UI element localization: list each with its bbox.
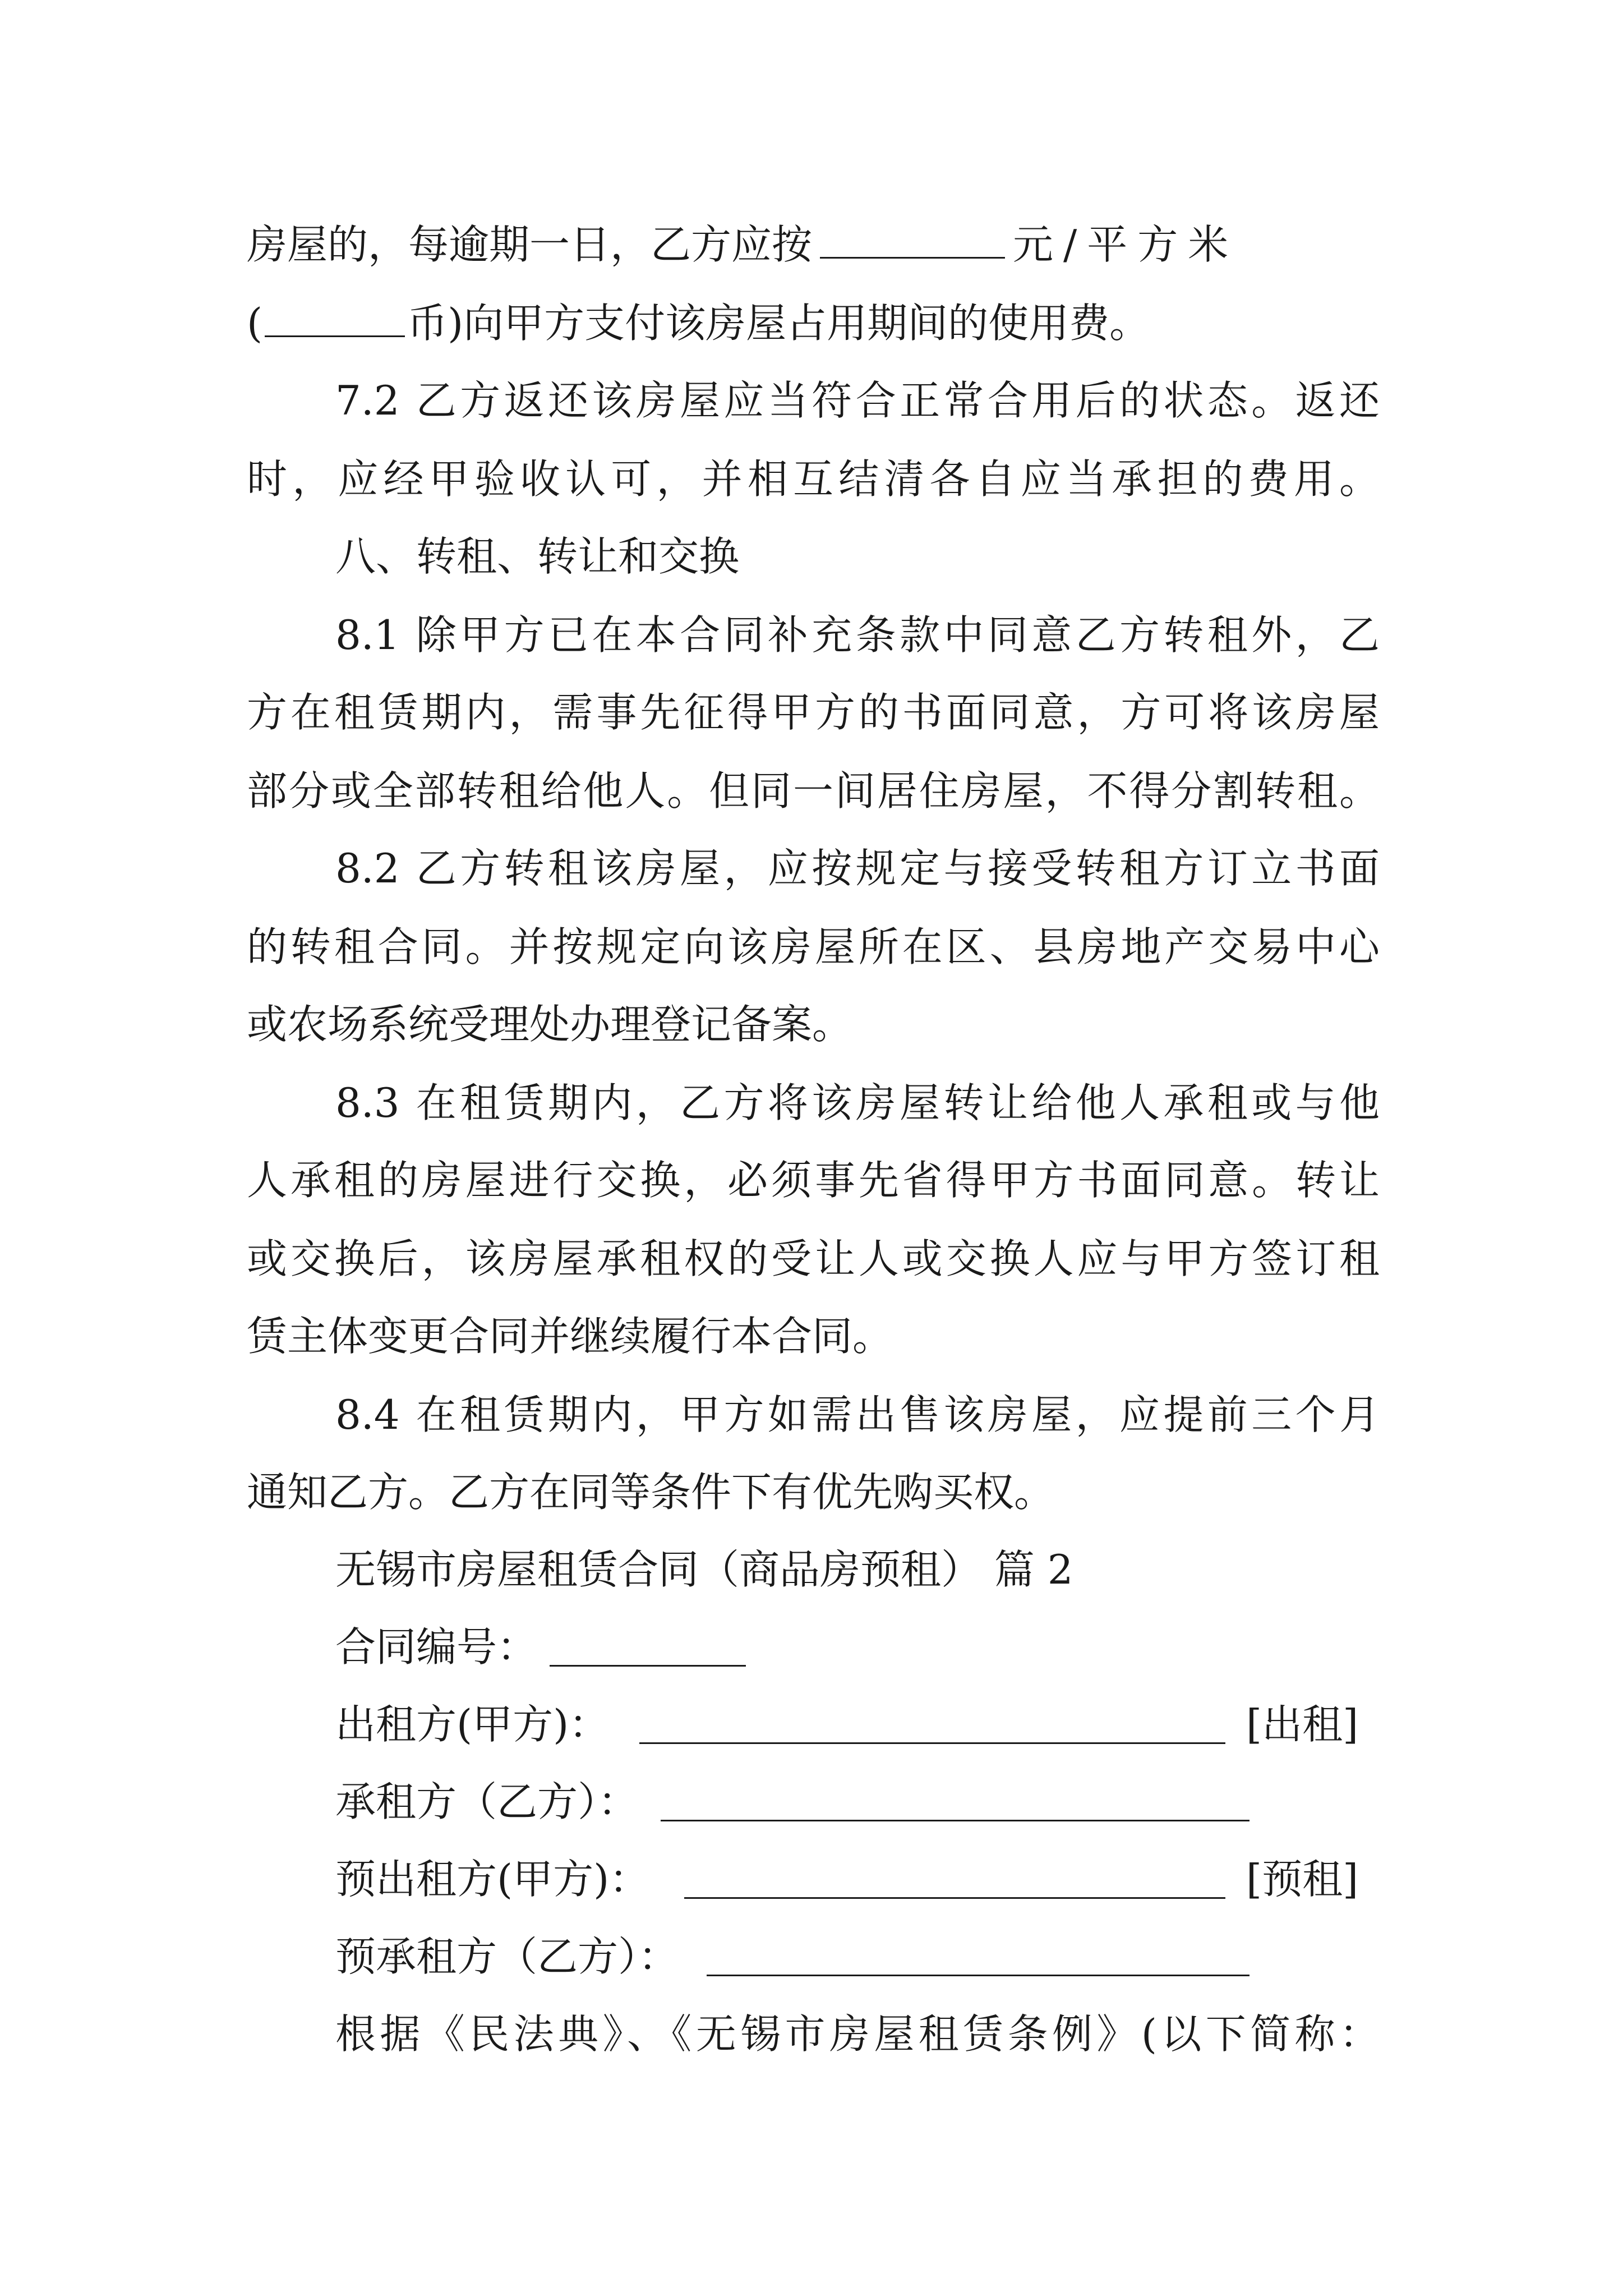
pre-lessee-label: 预承租方（乙方）： bbox=[335, 1933, 679, 1980]
paragraph-line: 赁主体变更合同并继续履行本合同。 bbox=[247, 1313, 893, 1360]
paragraph-line: 时，应经甲验收认可，并相互结清各自应当承担的费用。 bbox=[247, 455, 1380, 503]
paragraph-line: 8.1 除甲方已在本合同补充条款中同意乙方转租外，乙 bbox=[335, 611, 1380, 659]
paragraph-line: 8.4 在租赁期内，甲方如需出售该房屋，应提前三个月 bbox=[335, 1391, 1380, 1438]
paragraph-line: 8.2 乙方转租该房屋，应按规定与接受转租方订立书面 bbox=[335, 845, 1380, 892]
text-fragment: 元/平方米 bbox=[1013, 221, 1239, 268]
paragraph-line: 8.3 在租赁期内，乙方将该房屋转让给他人承租或与他 bbox=[335, 1079, 1380, 1126]
fill-in-blank bbox=[820, 217, 1005, 259]
text-fragment: ( bbox=[247, 300, 263, 347]
section-heading: 八、转租、转让和交换 bbox=[335, 533, 740, 580]
lessee-blank bbox=[661, 1820, 1249, 1821]
lessee-label: 承租方（乙方）： bbox=[335, 1778, 639, 1825]
paragraph-line: 或交换后，该房屋承租权的受让人或交换人应与甲方签订租 bbox=[247, 1235, 1380, 1282]
pre-lease-type-tag: [预租] bbox=[1246, 1856, 1359, 1903]
paragraph-line: 通知乙方。乙方在同等条件下有优先购买权。 bbox=[247, 1469, 1055, 1516]
paragraph-line: 根据《民法典》、《无锡市房屋租赁条例》(以下简称： bbox=[335, 2010, 1380, 2058]
paragraph-line: 或农场系统受理处办理登记备案。 bbox=[247, 1001, 853, 1048]
paragraph-line: 方在租赁期内，需事先征得甲方的书面同意，方可将该房屋 bbox=[247, 689, 1380, 736]
fill-in-blank bbox=[265, 295, 405, 337]
pre-lessor-label: 预出租方(甲方)： bbox=[335, 1856, 650, 1903]
pre-lessor-blank bbox=[684, 1897, 1225, 1899]
text-line bbox=[247, 284, 1380, 362]
lessor-blank bbox=[639, 1742, 1225, 1744]
text-fragment: 房屋的，每逾期一日，乙方应按 bbox=[247, 221, 813, 268]
lease-type-tag: [出租] bbox=[1246, 1701, 1359, 1748]
contract-number-blank bbox=[550, 1665, 746, 1667]
paragraph-line: 人承租的房屋进行交换，必须事先省得甲方书面同意。转让 bbox=[247, 1157, 1380, 1204]
lessor-label: 出租方(甲方)： bbox=[335, 1701, 610, 1748]
text-line bbox=[247, 205, 1380, 284]
paragraph-line: 部分或全部转租给他人。但同一间居住房屋，不得分割转租。 bbox=[247, 767, 1380, 815]
text-fragment: 币)向甲方支付该房屋占用期间的使用费。 bbox=[407, 300, 1150, 347]
paragraph-line: 7.2 乙方返还该房屋应当符合正常合用后的状态。返还 bbox=[335, 377, 1380, 424]
contract-title: 无锡市房屋租赁合同（商品房预租） 篇 2 bbox=[335, 1546, 1073, 1593]
paragraph-line: 的转租合同。并按规定向该房屋所在区、县房地产交易中心 bbox=[247, 923, 1380, 970]
contract-number-label: 合同编号： bbox=[335, 1623, 538, 1671]
pre-lessee-blank bbox=[707, 1975, 1249, 1976]
